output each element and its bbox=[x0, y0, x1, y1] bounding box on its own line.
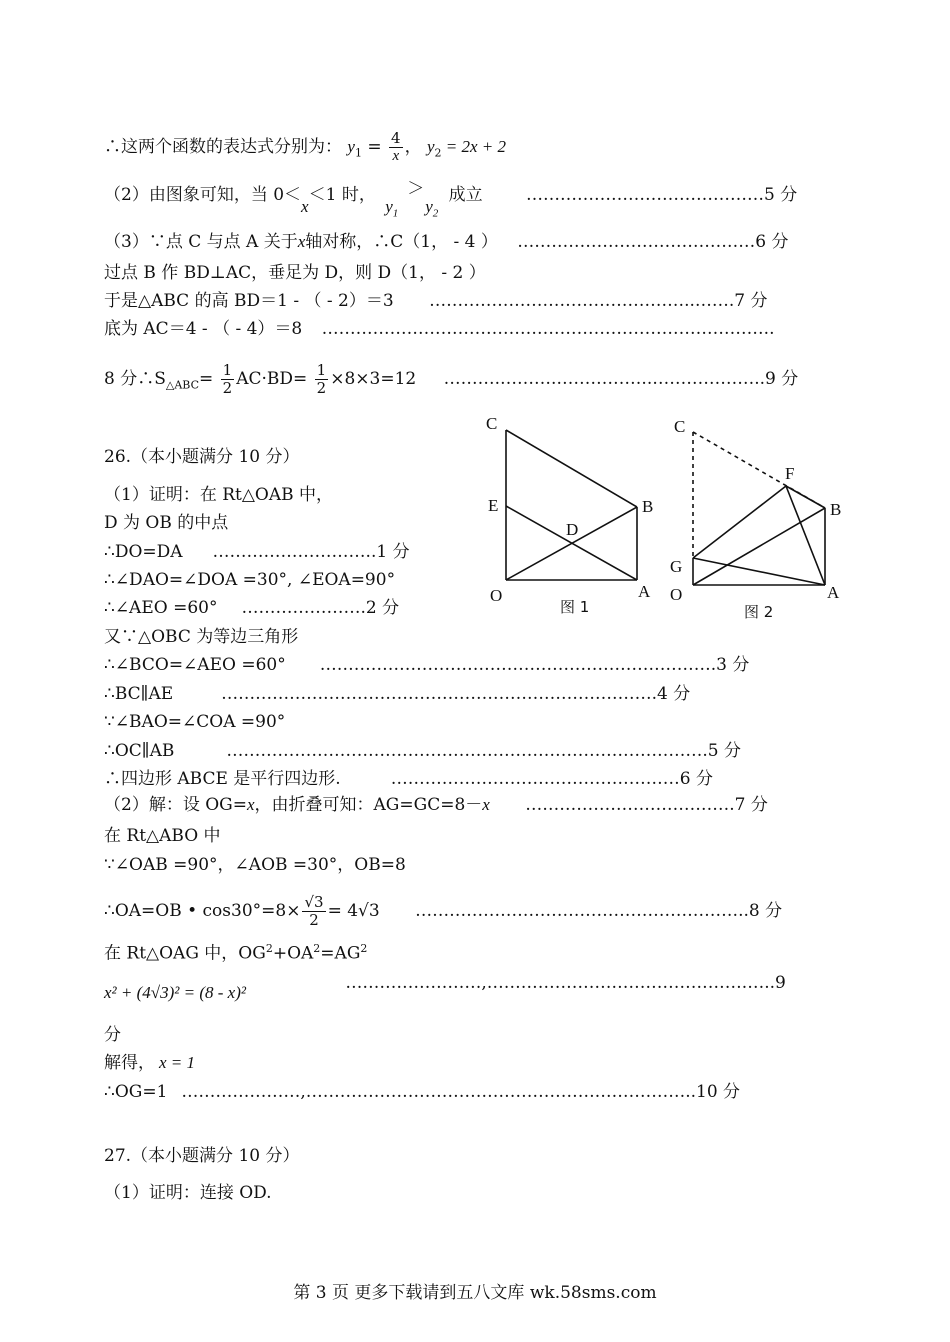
label-b: B bbox=[830, 500, 842, 519]
label-d: D bbox=[566, 520, 579, 539]
text: ∴OC∥AB bbox=[104, 741, 175, 761]
fraction-4-over-x bbox=[389, 130, 403, 165]
q26-line bbox=[104, 654, 749, 676]
label-a: A bbox=[827, 583, 840, 602]
q26-title: 26.（本小题满分 10 分） bbox=[104, 447, 300, 467]
sup: 2 bbox=[265, 942, 273, 955]
segment-cb bbox=[506, 430, 637, 507]
q26-line bbox=[104, 541, 410, 563]
score-dots: ……………………………………………6 分 bbox=[390, 769, 713, 789]
score-dots: …………………………………………………..8 分 bbox=[415, 901, 783, 921]
text: 过点 B 作 BD⊥AC，垂足为 D，则 D（1， bbox=[104, 263, 436, 283]
num: 4 bbox=[391, 129, 401, 147]
text: 成立 bbox=[448, 185, 483, 205]
score-dots: ……………………,……………………………………….…..9 bbox=[345, 973, 786, 993]
caption-fig2: 图 2 bbox=[744, 603, 774, 621]
score-dots: …………………………………………………………….3 分 bbox=[319, 655, 750, 675]
label-f: F bbox=[785, 464, 795, 483]
text: 解得， bbox=[104, 1053, 155, 1073]
q26-line bbox=[104, 1052, 195, 1074]
text: ∴OG=1 bbox=[104, 1082, 168, 1102]
num: √3 bbox=[304, 893, 324, 911]
equation: x² + (4√3)² = (8 - x)² bbox=[104, 983, 246, 1002]
text: （3）∵点 C 与点 A 关于 bbox=[104, 232, 298, 252]
value: - （ - 2） bbox=[287, 291, 366, 311]
text: ×8×3=12 bbox=[330, 369, 417, 389]
eq: = bbox=[361, 137, 382, 157]
q26-line bbox=[104, 740, 741, 762]
label-c: C bbox=[486, 414, 498, 433]
q26-line bbox=[104, 768, 713, 790]
value: - 4 bbox=[448, 232, 481, 252]
q26-line: 又∵△OBC 为等边三角形 bbox=[104, 627, 299, 647]
score-dots: ………………………..1 分 bbox=[212, 542, 410, 562]
score-dots: …………………………………………………………………….. bbox=[321, 319, 775, 339]
sub: 2 bbox=[432, 207, 439, 220]
text: ） bbox=[480, 232, 498, 252]
gt: ＞ bbox=[407, 179, 425, 199]
text: （2）由图象可知，当 0＜ bbox=[104, 185, 302, 205]
text: ∴四边形 ABCE 是平行四边形. bbox=[104, 769, 341, 789]
score-dots: ……………………………….7 分 bbox=[525, 795, 768, 815]
text: =AG bbox=[320, 943, 361, 964]
var-y2: y bbox=[426, 137, 435, 156]
sub: 2 bbox=[434, 146, 442, 160]
q26-line bbox=[104, 938, 367, 965]
segment-ob bbox=[693, 508, 825, 585]
text: 在 Rt△OAG 中，OG bbox=[104, 943, 266, 964]
score-dots: ……….……….……………..………………..9 分 bbox=[443, 369, 799, 389]
text: ∴∠AEO =60° bbox=[104, 598, 218, 618]
q26-line bbox=[104, 972, 786, 1002]
value: - （ - 4） bbox=[196, 319, 275, 339]
area-line bbox=[104, 362, 798, 397]
text: 底为 AC＝4 bbox=[104, 319, 197, 339]
expression-line bbox=[104, 130, 506, 165]
fraction-sqrt3-over-2 bbox=[302, 894, 325, 929]
text: ＝8 bbox=[274, 319, 303, 339]
text: ，由折叠可知：AG=GC=8－ bbox=[254, 795, 483, 815]
label-a: A bbox=[638, 582, 651, 601]
label-o: O bbox=[670, 585, 683, 604]
den: x bbox=[392, 148, 400, 164]
q26-line: 分 bbox=[104, 1025, 121, 1045]
text: AC·BD= bbox=[236, 369, 308, 389]
comma: ， bbox=[404, 137, 422, 157]
label-o: O bbox=[490, 586, 503, 605]
q26-line bbox=[104, 1081, 740, 1103]
segment-fb bbox=[786, 486, 825, 508]
q26-line: ∵∠OAB =90°，∠AOB =30°，OB=8 bbox=[104, 855, 406, 875]
label-c: C bbox=[674, 417, 686, 436]
sub: 1 bbox=[354, 146, 362, 160]
q27-title: 27.（本小题满分 10 分） bbox=[104, 1146, 300, 1166]
label-b: B bbox=[642, 497, 654, 516]
page-footer: 第 3 页 更多下载请到五八文库 wk.58sms.com bbox=[293, 1283, 657, 1303]
score-dots: ……………….………………………………………………….4 分 bbox=[221, 684, 691, 704]
y: y bbox=[425, 197, 433, 216]
value: - 2 bbox=[435, 263, 469, 283]
solution: x = 1 bbox=[159, 1053, 196, 1072]
text: ＝3 bbox=[365, 291, 394, 311]
figure-2 bbox=[660, 408, 860, 628]
y2 bbox=[425, 196, 438, 224]
den: 2 bbox=[222, 379, 233, 397]
segment-gf bbox=[693, 486, 786, 558]
q26-line: ∴∠DAO=∠DOA =30°, ∠EOA=90° bbox=[104, 570, 396, 590]
den: 2 bbox=[309, 911, 319, 929]
figure-1 bbox=[480, 408, 670, 623]
fraction-half bbox=[221, 362, 235, 397]
caption-fig1: 图 1 bbox=[560, 598, 590, 616]
text: ∴∠BCO=∠AEO =60° bbox=[104, 655, 286, 675]
var-x: x bbox=[301, 197, 309, 216]
score-dots: ………………….2 分 bbox=[241, 598, 400, 618]
symmetric-line bbox=[104, 231, 789, 253]
segment-ga bbox=[693, 558, 825, 585]
label-e: E bbox=[488, 496, 499, 515]
den: 2 bbox=[316, 379, 327, 397]
sup: 2 bbox=[313, 942, 321, 955]
text: 8 分∴S bbox=[104, 369, 166, 389]
score-dots: ……………………………………6 分 bbox=[517, 232, 789, 252]
sub: △ABC bbox=[165, 378, 199, 392]
label-g: G bbox=[670, 557, 683, 576]
text: +OA bbox=[272, 943, 314, 964]
y1-gt-y2 bbox=[381, 178, 443, 220]
text: ＜1 时， bbox=[308, 185, 376, 205]
score-dots: ……………………………………5 分 bbox=[526, 185, 798, 205]
bd-line bbox=[104, 262, 486, 284]
var-y1: y bbox=[347, 137, 355, 156]
q26-line bbox=[104, 894, 782, 929]
q26-line: ∵∠BAO=∠COA =90° bbox=[104, 712, 286, 732]
sup: 2 bbox=[360, 942, 368, 955]
sub: 1 bbox=[392, 207, 399, 220]
q27-line: （1）证明：连接 OD. bbox=[104, 1183, 272, 1203]
segment-fa bbox=[786, 486, 825, 585]
text: ） bbox=[468, 263, 486, 283]
text: ∴OA=OB • cos30°=8× bbox=[104, 901, 301, 921]
num: 1 bbox=[316, 361, 327, 379]
text: ∴BC∥AE bbox=[104, 684, 174, 704]
var-x: x bbox=[297, 232, 306, 251]
text: ∴DO=DA bbox=[104, 542, 183, 562]
q26-line: （1）证明：在 Rt△OAB 中， bbox=[104, 485, 334, 505]
score-dots: ………………………………………..…….7 分 bbox=[429, 291, 768, 311]
var-x: x bbox=[482, 795, 490, 814]
q26-line bbox=[104, 794, 768, 816]
text: ∴这两个函数的表达式分别为： bbox=[104, 137, 342, 157]
y1 bbox=[385, 196, 398, 224]
text: = 4√3 bbox=[327, 901, 380, 921]
height-line bbox=[104, 290, 768, 312]
q26-line bbox=[104, 597, 399, 619]
text: （2）解：设 OG= bbox=[104, 795, 247, 815]
y: y bbox=[385, 197, 393, 216]
rhs: = 2x + 2 bbox=[441, 137, 507, 156]
var-x: x bbox=[246, 795, 255, 814]
base-line bbox=[104, 318, 774, 340]
q26-line bbox=[104, 683, 690, 705]
text: 轴对称，∴C（1， bbox=[305, 232, 449, 252]
condition-line bbox=[104, 178, 798, 220]
q26-line: D 为 OB 的中点 bbox=[104, 513, 229, 533]
num: 1 bbox=[222, 361, 233, 379]
text: = bbox=[198, 369, 214, 389]
fraction-half bbox=[315, 362, 329, 397]
q26-line: 在 Rt△ABO 中 bbox=[104, 826, 221, 846]
score-dots: ………………………………………………………………………….5 分 bbox=[226, 741, 742, 761]
text: 于是△ABC 的高 BD＝1 bbox=[104, 291, 288, 311]
score-dots: …………………,…………………………………………….……………..10 分 bbox=[181, 1082, 741, 1102]
